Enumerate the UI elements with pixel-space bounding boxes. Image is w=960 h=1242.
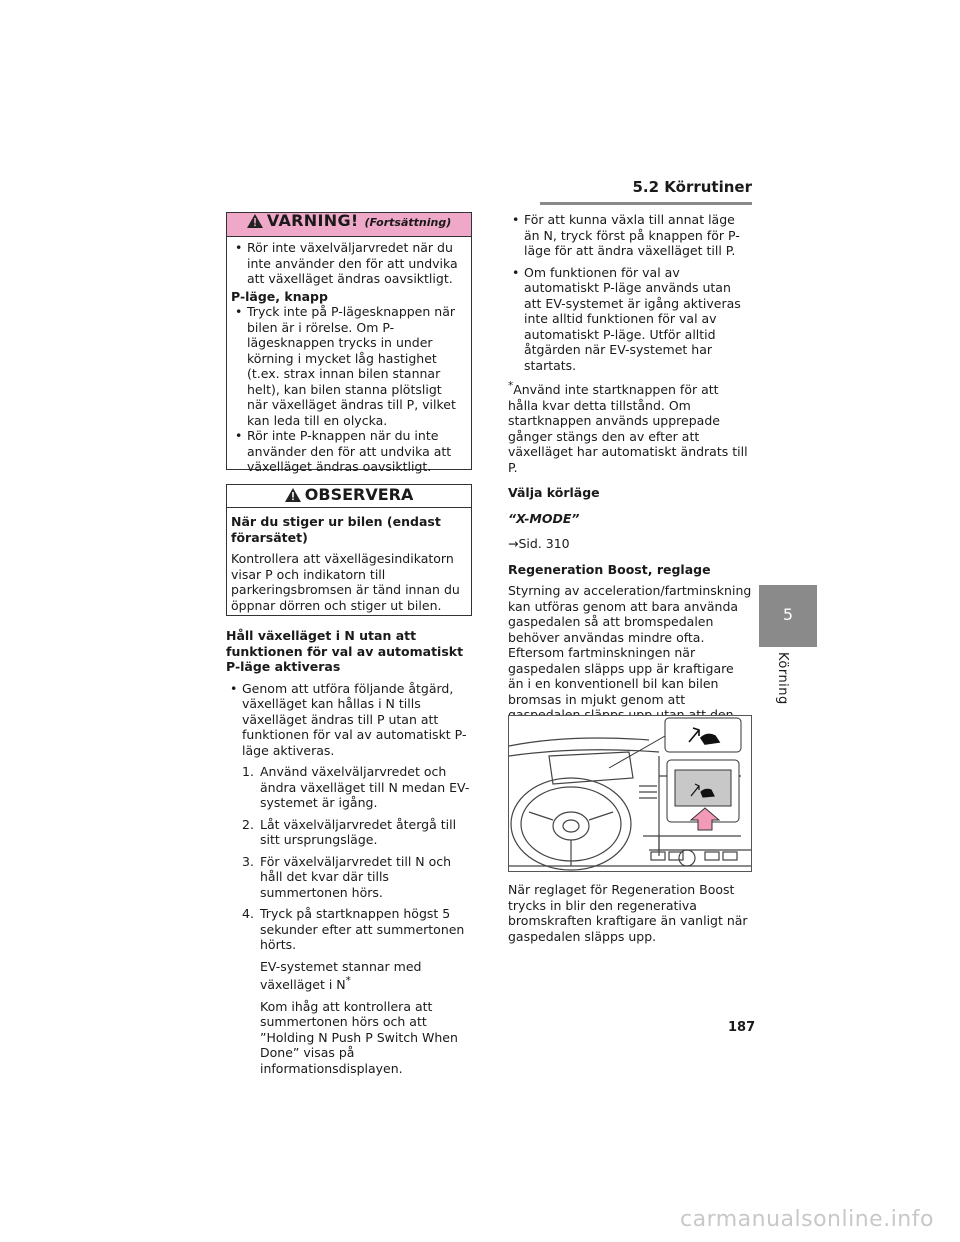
bullet-item: • Genom att utföra följande åtgärd, växelläget kan hållas i N tills växelläget ändras till P utan att funktionen för val av automatiskt P-läge aktiveras. <box>226 681 472 759</box>
section-heading: Välja körläge <box>508 485 600 501</box>
notice-header <box>227 485 471 508</box>
footnote: *Använd inte startknappen för att hålla kvar detta tillstånd. Om startknappen används upprepade gånger stängs den av efter att växelläget har automatiskt ändrats till P. <box>508 380 748 475</box>
chapter-label: Körning <box>775 652 790 705</box>
step-item: 3. För växelväljarvredet till N och håll det kvar där tills summertonen hörs. <box>242 853 452 900</box>
bullet-item: • För att kunna växla till annat läge än N, tryck först på knappen för P-läge för att ändra växelläget till P. <box>508 212 752 259</box>
watermark: carmanualsonline.info <box>680 1207 934 1232</box>
warning-subhead: P-läge, knapp <box>231 288 328 304</box>
page-number: 187 <box>728 1020 756 1035</box>
step-item: 4. Tryck på startknappen högst 5 sekunder efter att summertonen hörts. <box>242 906 465 952</box>
chapter-tab <box>759 585 817 647</box>
section-header <box>540 176 752 205</box>
notice-title: OBSERVERA <box>304 485 414 504</box>
section-heading: Regeneration Boost, reglage <box>508 561 711 577</box>
warning-box <box>226 211 472 474</box>
warning-item: • Rör inte P-knappen när du inte använder den för att undvika att växelläget ändras oavsiktligt. <box>231 428 465 475</box>
paragraph: Styrning av acceleration/fartminskning kan utföras genom att bara använda gaspedalen så att bromspedalen behöver användas mindre ofta. Eftersom fartminskningen när gaspedalen släpps upp är kraftigare än i en konventionell bil kan bilen bromsas in mjukt genom att <box>508 583 752 707</box>
figure-caption: När reglaget för Regeneration Boost trycks in blir den regenerativa bromskraften kraftigare än vanligt när gaspedalen släpps upp. <box>508 882 748 944</box>
warning-subtitle: (Fortsättning) <box>364 216 452 229</box>
page-reference[interactable]: →Sid. 310 <box>508 536 570 552</box>
step-item: 1. Använd växelväljarvredet och ändra växelläget till N medan EV-systemet är igång. <box>242 764 470 810</box>
notice-text: Kontrollera att växellägesindikatorn visar P och indikatorn till parkeringsbromsen är tänd innan du öppnar dörren och stiger ut bilen. <box>231 551 460 613</box>
right-column <box>508 212 752 738</box>
chapter-number: 5 <box>782 605 794 624</box>
section-title: 5.2 Körrutiner <box>632 178 752 196</box>
section-heading: Håll växelläget i N utan att funktionen för val av automatiskt P-läge aktiveras <box>226 628 464 674</box>
notice-subhead: När du stiger ur bilen (endast förarsätet) <box>231 514 441 545</box>
step-list <box>226 764 472 1076</box>
step-note: Kom ihåg att kontrollera att summertonen hörs och att ”Holding N Push P Switch When Done” visas på informationsdisplayen. <box>260 998 458 1076</box>
warning-item: • Rör inte växelväljarvredet när du inte använder den för att undvika att växelläget ändras oavsiktligt. <box>231 240 465 287</box>
step-item: 2. Låt växelväljarvredet återgå till sitt ursprungsläge. <box>242 816 457 847</box>
notice-box <box>226 484 472 616</box>
dashboard-illustration <box>508 715 752 872</box>
arrow-icon: → <box>508 536 519 552</box>
left-column <box>226 628 472 1076</box>
warning-header <box>227 213 471 237</box>
bullet-item: • Om funktionen för val av automatiskt P-läge används utan att EV-systemet är igång aktiveras inte alltid funktionen för val av automatiskt P-läge. Utför alltid åtgärden när EV-systemet har startats. <box>508 265 752 374</box>
step-note: EV-systemet stannar med växelläget i N* <box>260 958 422 993</box>
dashboard-drawing <box>509 716 751 871</box>
warning-body <box>227 237 471 475</box>
warning-triangle-icon <box>247 214 263 228</box>
warning-title: VARNING! <box>266 211 359 230</box>
xmode-heading: “X-MODE” <box>508 510 580 526</box>
notice-triangle-icon <box>285 488 301 502</box>
warning-item: • Tryck inte på P-lägesknappen när bilen är i rörelse. Om P-lägesknappen trycks in under körning i mycket låg hastighet (t.ex. strax innan bilen stannar helt), kan bilen stanna plötsligt när växelläget ändras till P, vilket kan leda till en olycka. <box>231 304 465 428</box>
notice-body <box>227 508 471 613</box>
